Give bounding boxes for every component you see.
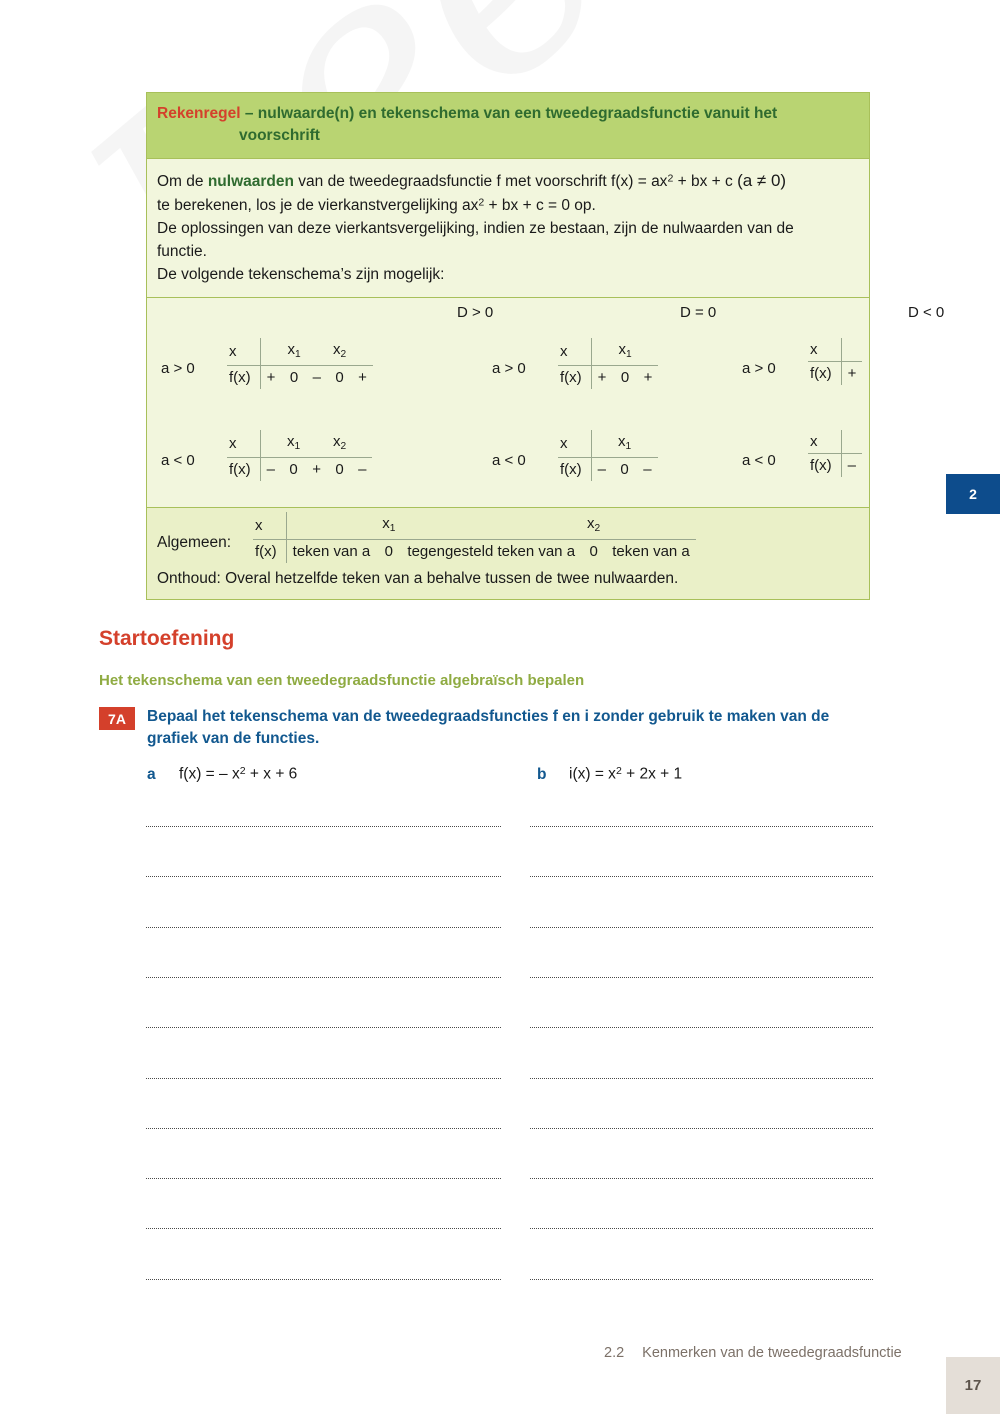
- general-scheme-interval-head: [401, 512, 581, 540]
- general-scheme-root: $x_1$: [376, 512, 401, 540]
- discriminant-label-1: D = 0: [680, 303, 717, 321]
- theory-body-line1: [157, 168, 857, 194]
- sign-scheme-sign-cell: –: [643, 461, 652, 479]
- sign-scheme-table: [808, 430, 862, 477]
- general-scheme-label: Algemeen:: [157, 533, 232, 551]
- theory-body-line5: De volgende tekenschema’s zijn mogelijk:: [157, 266, 445, 284]
- general-scheme-root: $x_2$: [581, 512, 606, 540]
- sign-scheme-sign-cell: –: [597, 461, 607, 479]
- sign-scheme-sign-cell: +: [266, 369, 276, 387]
- general-scheme-panel: [147, 507, 869, 599]
- exercise-item-b-expr-a: i(x) = x: [569, 765, 616, 783]
- exercise-item-a-expr-a: f(x) = – x: [179, 765, 240, 783]
- sign-scheme-f-label: f(x): [558, 458, 591, 482]
- sign-scheme-sign-cell: 0: [289, 369, 299, 387]
- general-scheme-f-label: f(x): [253, 540, 286, 564]
- sign-scheme-interval-head: [306, 430, 327, 458]
- theory-body-line2: [157, 194, 857, 217]
- general-scheme-cell: tegengesteld teken van a: [407, 543, 576, 561]
- answer-line: [530, 1228, 873, 1229]
- answer-line: [146, 1279, 501, 1280]
- sign-scheme-interval-head: [591, 338, 612, 366]
- page-number-box: [946, 1357, 1000, 1414]
- sign-scheme-condition: a > 0: [161, 359, 195, 377]
- sign-scheme-table: [558, 430, 658, 482]
- general-scheme-cell: 0: [589, 543, 598, 561]
- exercise-instruction-line1: Bepaal het tekenschema van de tweedegraadsfuncties f en i zonder gebruik te maken van de: [147, 708, 830, 725]
- answer-line: [146, 826, 501, 827]
- sign-scheme-sign-cell: 0: [335, 461, 344, 479]
- sign-scheme-sign-cell: +: [312, 461, 321, 479]
- sign-scheme-interval-head: [352, 430, 372, 458]
- sign-scheme-interval-head: [352, 338, 373, 366]
- theory-line2-a: te berekenen, los je de vierkanstvergelijking ax: [157, 196, 479, 214]
- sign-scheme-f-label: f(x): [227, 458, 260, 482]
- answer-line: [530, 1128, 873, 1129]
- sign-scheme-sign-cell: +: [643, 369, 653, 387]
- sign-scheme-table: [558, 338, 658, 390]
- theory-line1-paren: (a ≠ 0): [737, 171, 787, 190]
- chapter-side-tab[interactable]: [946, 474, 1000, 514]
- sign-scheme-interval-head: [260, 338, 281, 366]
- exercise-item-a-sup: 2: [239, 765, 246, 777]
- answer-line: [146, 1178, 501, 1179]
- theory-body-line3: De oplossingen van deze vierkantsvergelijking, indien ze bestaan, zijn de nulwaarden van de: [157, 219, 794, 237]
- page-title: Startoefening: [99, 627, 235, 650]
- theory-line2-b: + bx + c = 0 op.: [484, 196, 596, 214]
- sign-scheme-root: $x_1$: [612, 338, 637, 366]
- page-number: 17: [964, 1377, 982, 1394]
- theory-line1-b: van de tweedegraadsfunctie f met voorschrift f(x) = ax: [293, 173, 668, 190]
- section-subtitle: Het tekenschema van een tweedegraadsfunctie algebraïsch bepalen: [99, 672, 585, 689]
- answer-line: [146, 1027, 501, 1028]
- sign-scheme-interval-head: [637, 430, 657, 458]
- sign-scheme-x-label: x: [558, 338, 591, 366]
- theory-line2-sup: 2: [478, 195, 485, 208]
- general-scheme-cell: teken van a: [612, 543, 690, 561]
- sign-scheme-sign-cell: +: [847, 364, 857, 382]
- theory-line1-a: Om de: [157, 173, 208, 190]
- sign-scheme-sign-cell: 0: [335, 369, 344, 387]
- answer-line: [146, 876, 501, 877]
- sign-scheme-condition: a > 0: [742, 359, 776, 377]
- sign-scheme-sign-cell: –: [266, 461, 276, 479]
- answer-line: [146, 1228, 501, 1229]
- sign-scheme-table: [808, 338, 862, 385]
- sign-scheme-condition: a < 0: [161, 451, 195, 469]
- sign-scheme-f-label: f(x): [558, 366, 591, 390]
- exercise-item-a-expr-b: + x + 6: [245, 765, 298, 783]
- answer-line: [146, 977, 501, 978]
- general-scheme-cell: 0: [384, 543, 393, 561]
- general-scheme-x-label: x: [253, 512, 286, 540]
- general-scheme-interval-head: [286, 512, 376, 540]
- sign-scheme-sign-cell: –: [358, 461, 367, 479]
- exercise-item-b-sup: 2: [615, 765, 622, 777]
- general-scheme-sign-table: [253, 512, 696, 564]
- sign-scheme-x-label: x: [558, 430, 591, 458]
- sign-scheme-root: $x_2$: [327, 430, 352, 458]
- sign-schemes-panel: [147, 297, 945, 507]
- exercise-item-a: [147, 765, 297, 784]
- sign-scheme-x-label: x: [227, 430, 260, 458]
- theory-box-header: [147, 93, 869, 158]
- sign-scheme-root: $x_2$: [327, 338, 352, 366]
- sign-scheme-interval-head: [841, 338, 862, 362]
- theory-header-line2: voorschrift: [239, 127, 320, 144]
- exercise-instruction-line2: grafiek van de functies.: [147, 730, 320, 748]
- theory-header-rest: – nulwaarde(n) en tekenschema van een tweedegraadsfunctie vanuit het: [240, 105, 778, 122]
- general-scheme-cell: teken van a: [292, 543, 371, 561]
- general-scheme-interval-head: [606, 512, 696, 540]
- theory-box-body: [147, 158, 869, 297]
- sign-scheme-interval-head: [260, 430, 281, 458]
- exercise-item-b: [537, 765, 682, 784]
- exercise-item-b-letter: b: [537, 765, 547, 783]
- sign-scheme-root: $x_1$: [281, 338, 306, 366]
- theory-line1-sup: 2: [667, 172, 674, 185]
- exercise-number-label: 7A: [108, 710, 126, 727]
- exercise-instruction: [147, 706, 872, 751]
- answer-line: [530, 1078, 873, 1079]
- exercise-item-b-expr-b: + 2x + 1: [621, 765, 683, 783]
- sign-scheme-condition: a < 0: [742, 451, 776, 469]
- general-scheme-table: [253, 512, 696, 564]
- sign-scheme-table: [227, 430, 372, 482]
- footer: [604, 1345, 902, 1361]
- answer-line: [530, 1279, 873, 1280]
- sign-scheme-root: $x_1$: [281, 430, 306, 458]
- exercise-item-a-letter: a: [147, 765, 156, 783]
- answer-line: [530, 1027, 873, 1028]
- answer-line: [530, 927, 873, 928]
- sign-scheme-sign-cell: +: [597, 369, 607, 387]
- sign-scheme-f-label: f(x): [808, 453, 841, 477]
- sign-scheme-sign-cell: –: [847, 456, 857, 474]
- answer-line: [530, 826, 873, 827]
- discriminant-label-0: D > 0: [457, 303, 494, 321]
- sign-scheme-interval-head: [591, 430, 612, 458]
- sign-scheme-interval-head: [307, 338, 327, 366]
- answer-line: [146, 927, 501, 928]
- answer-line: [146, 1128, 501, 1129]
- sign-scheme-sign-cell: +: [358, 369, 367, 387]
- exercise-number-badge: [99, 707, 135, 730]
- sign-scheme-sign-cell: 0: [289, 461, 298, 479]
- sign-scheme-root: $x_1$: [612, 430, 637, 458]
- sign-scheme-sign-cell: 0: [620, 369, 630, 387]
- theory-line1-bold: nulwaarden: [207, 173, 294, 190]
- answer-line: [146, 1078, 501, 1079]
- sign-scheme-x-label: x: [808, 430, 841, 454]
- sign-scheme-sign-cell: 0: [620, 461, 629, 479]
- answer-line: [530, 1178, 873, 1179]
- remember-note: Onthoud: Overal hetzelfde teken van a behalve tussen de twee nulwaarden.: [157, 569, 679, 587]
- sign-scheme-sign-cell: –: [312, 369, 321, 387]
- theory-box: [146, 92, 945, 600]
- sign-scheme-x-label: x: [808, 338, 841, 362]
- discriminant-label-2: D < 0: [908, 303, 945, 321]
- theory-header-keyword: Rekenregel: [157, 105, 241, 122]
- sign-scheme-interval-head: [841, 430, 862, 454]
- sign-scheme-condition: a < 0: [492, 451, 526, 469]
- sign-scheme-table: [227, 338, 373, 390]
- theory-body-line4: functie.: [157, 243, 207, 260]
- footer-section-title: Kenmerken van de tweedegraadsfunctie: [642, 1345, 902, 1361]
- sign-scheme-interval-head: [638, 338, 659, 366]
- answer-line: [530, 977, 873, 978]
- chapter-side-tab-label: 2: [969, 486, 977, 502]
- answer-line: [530, 876, 873, 877]
- sign-scheme-f-label: f(x): [227, 366, 260, 390]
- footer-section-number: 2.2: [604, 1345, 625, 1361]
- sign-scheme-f-label: f(x): [808, 361, 841, 385]
- sign-scheme-x-label: x: [227, 338, 260, 366]
- theory-line1-c: + bx + c: [673, 173, 738, 190]
- sign-scheme-condition: a > 0: [492, 359, 526, 377]
